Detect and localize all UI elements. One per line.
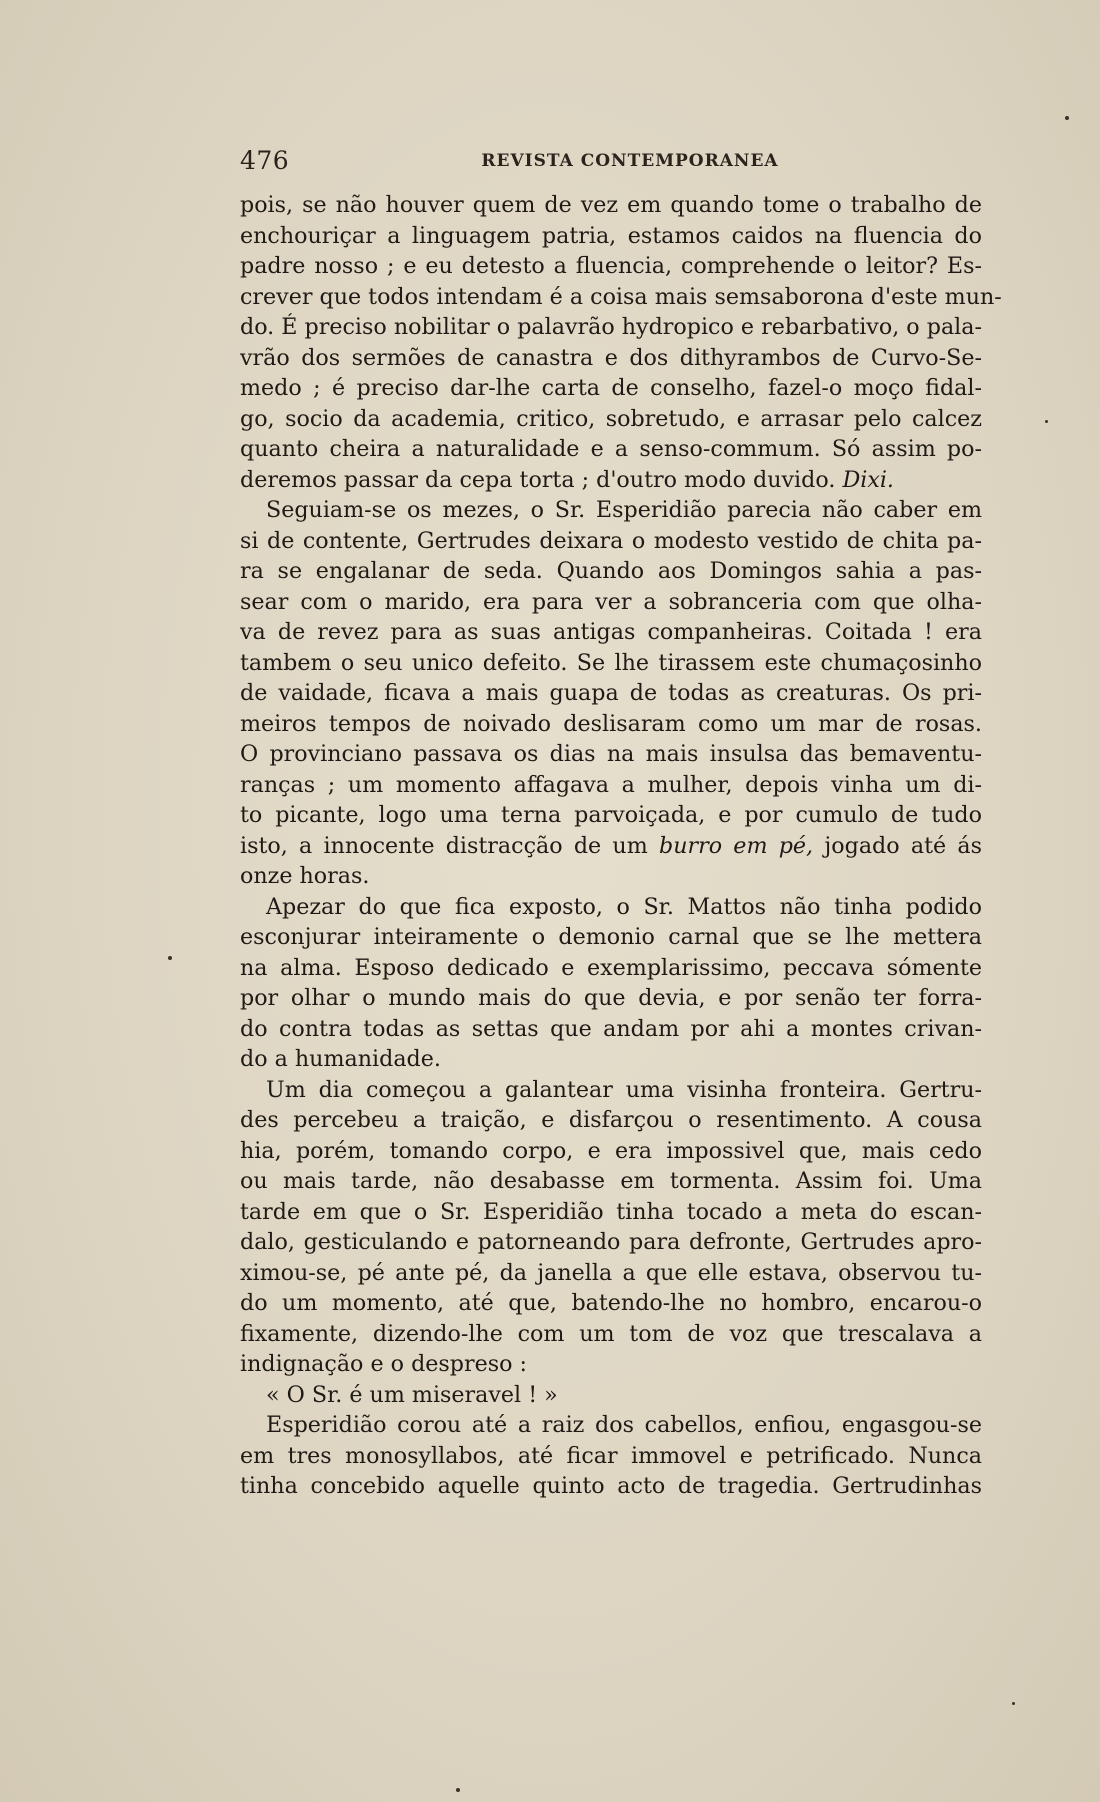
body-text xyxy=(240,190,1002,1502)
text-line: O provinciano passava os dias na mais insulsa das bemaventu- xyxy=(240,741,982,767)
text-line: pois, se não houver quem de vez em quando tome o trabalho de xyxy=(240,192,982,218)
text-segment: deremos passar da cepa torta ; d'outro modo duvido. xyxy=(240,466,836,493)
text-line: to picante, logo uma terna parvoiçada, e por cumulo de tudo xyxy=(240,802,982,828)
text-line: de vaidade, ficava a mais guapa de todas as creaturas. Os pri- xyxy=(240,680,982,706)
text-line: Um dia começou a galantear uma visinha fronteira. Gertru- xyxy=(266,1076,982,1103)
text-line: fixamente, dizendo-lhe com um tom de voz que trescalava a xyxy=(240,1320,982,1347)
text-line: Seguiam-se os mezes, o Sr. Esperidião parecia não caber em xyxy=(266,497,982,523)
page-number: 476 xyxy=(240,146,290,175)
text-line: Esperidião corou até a raiz dos cabellos, enfiou, engasgou-se xyxy=(266,1412,982,1438)
text-line: hia, porém, tomando corpo, e era impossivel que, mais cedo xyxy=(240,1137,982,1164)
text-line: ou mais tarde, não desabasse em tormenta. Assim foi. Uma xyxy=(240,1168,982,1194)
running-head: REVISTA CONTEMPORANEA xyxy=(481,151,779,171)
text-line: onze horas. xyxy=(240,863,370,889)
text-line: do. É preciso nobilitar o palavrão hydropico e rebarbativo, o pala- xyxy=(240,314,982,340)
text-line: ximou-se, pé ante pé, da janella a que elle estava, observou tu- xyxy=(240,1259,982,1286)
text-line: esconjurar inteiramente o demonio carnal que se lhe mettera xyxy=(240,924,982,950)
italic-word: Dixi. xyxy=(842,466,894,493)
paper-speck xyxy=(456,1788,460,1792)
text-line: por olhar o mundo mais do que devia, e por senão ter forra- xyxy=(240,985,982,1011)
text-line: ranças ; um momento affagava a mulher, depois vinha um di- xyxy=(240,771,982,798)
text-line: em tres monosyllabos, até ficar immovel e petrificado. Nunca xyxy=(240,1442,982,1469)
text-line: va de revez para as suas antigas companheiras. Coitada ! era xyxy=(240,619,982,645)
paper-speck xyxy=(1012,1702,1015,1705)
text-line: dalo, gesticulando e patorneando para defronte, Gertrudes apro- xyxy=(240,1229,982,1255)
text-line: go, socio da academia, critico, sobretudo, e arrasar pelo calcez xyxy=(240,405,982,432)
text-line: vrão dos sermões de canastra e dos dithyrambos de Curvo-Se- xyxy=(240,344,982,371)
text-line: tinha concebido aquelle quinto acto de tragedia. Gertrudinhas xyxy=(240,1473,982,1499)
text-line xyxy=(240,465,982,496)
text-line: do um momento, até que, batendo-lhe no hombro, encarou-o xyxy=(240,1290,982,1316)
text-line: medo ; é preciso dar-lhe carta de conselho, fazel-o moço fidal- xyxy=(240,375,982,401)
text-line: Apezar do que fica exposto, o Sr. Mattos não tinha podido xyxy=(266,893,982,920)
text-line: tambem o seu unico defeito. Se lhe tirassem este chumaçosinho xyxy=(240,649,982,676)
page-header xyxy=(240,146,980,176)
text-line: na alma. Esposo dedicado e exemplarissimo, peccava sómente xyxy=(240,954,982,981)
text-line: indignação e o despreso : xyxy=(240,1351,527,1377)
text-line: meiros tempos de noivado deslisaram como um mar de rosas. xyxy=(240,710,982,737)
text-line: quanto cheira a naturalidade e a senso-commum. Só assim po- xyxy=(240,436,982,462)
text-segment: jogado até ás xyxy=(824,832,982,859)
text-segment: isto, a innocente distracção de um xyxy=(240,832,648,859)
paper-speck xyxy=(168,956,172,960)
text-line: des percebeu a traição, e disfarçou o resentimento. A cousa xyxy=(240,1107,982,1133)
paper-speck xyxy=(1065,116,1069,120)
text-line: sear com o marido, era para ver a sobranceria com que olha- xyxy=(240,588,982,615)
text-line: tarde em que o Sr. Esperidião tinha tocado a meta do escan- xyxy=(240,1198,982,1225)
paper-speck xyxy=(1045,420,1048,423)
text-line: crever que todos intendam é a coisa mais semsaborona d'este mun- xyxy=(240,283,1002,310)
italic-phrase: burro em pé, xyxy=(659,832,814,859)
text-line: enchouriçar a linguagem patria, estamos caidos na fluencia do xyxy=(240,222,982,249)
text-line xyxy=(240,831,982,862)
text-line: « O Sr. é um miseravel ! » xyxy=(266,1381,558,1408)
text-line: do contra todas as settas que andam por ahi a montes crivan- xyxy=(240,1015,982,1042)
text-line: padre nosso ; e eu detesto a fluencia, comprehende o leitor? Es- xyxy=(240,253,982,279)
text-line: si de contente, Gertrudes deixara o modesto vestido de chita pa- xyxy=(240,527,982,554)
text-line: ra se engalanar de seda. Quando aos Domingos sahia a pas- xyxy=(240,558,982,584)
text-line: do a humanidade. xyxy=(240,1046,441,1072)
